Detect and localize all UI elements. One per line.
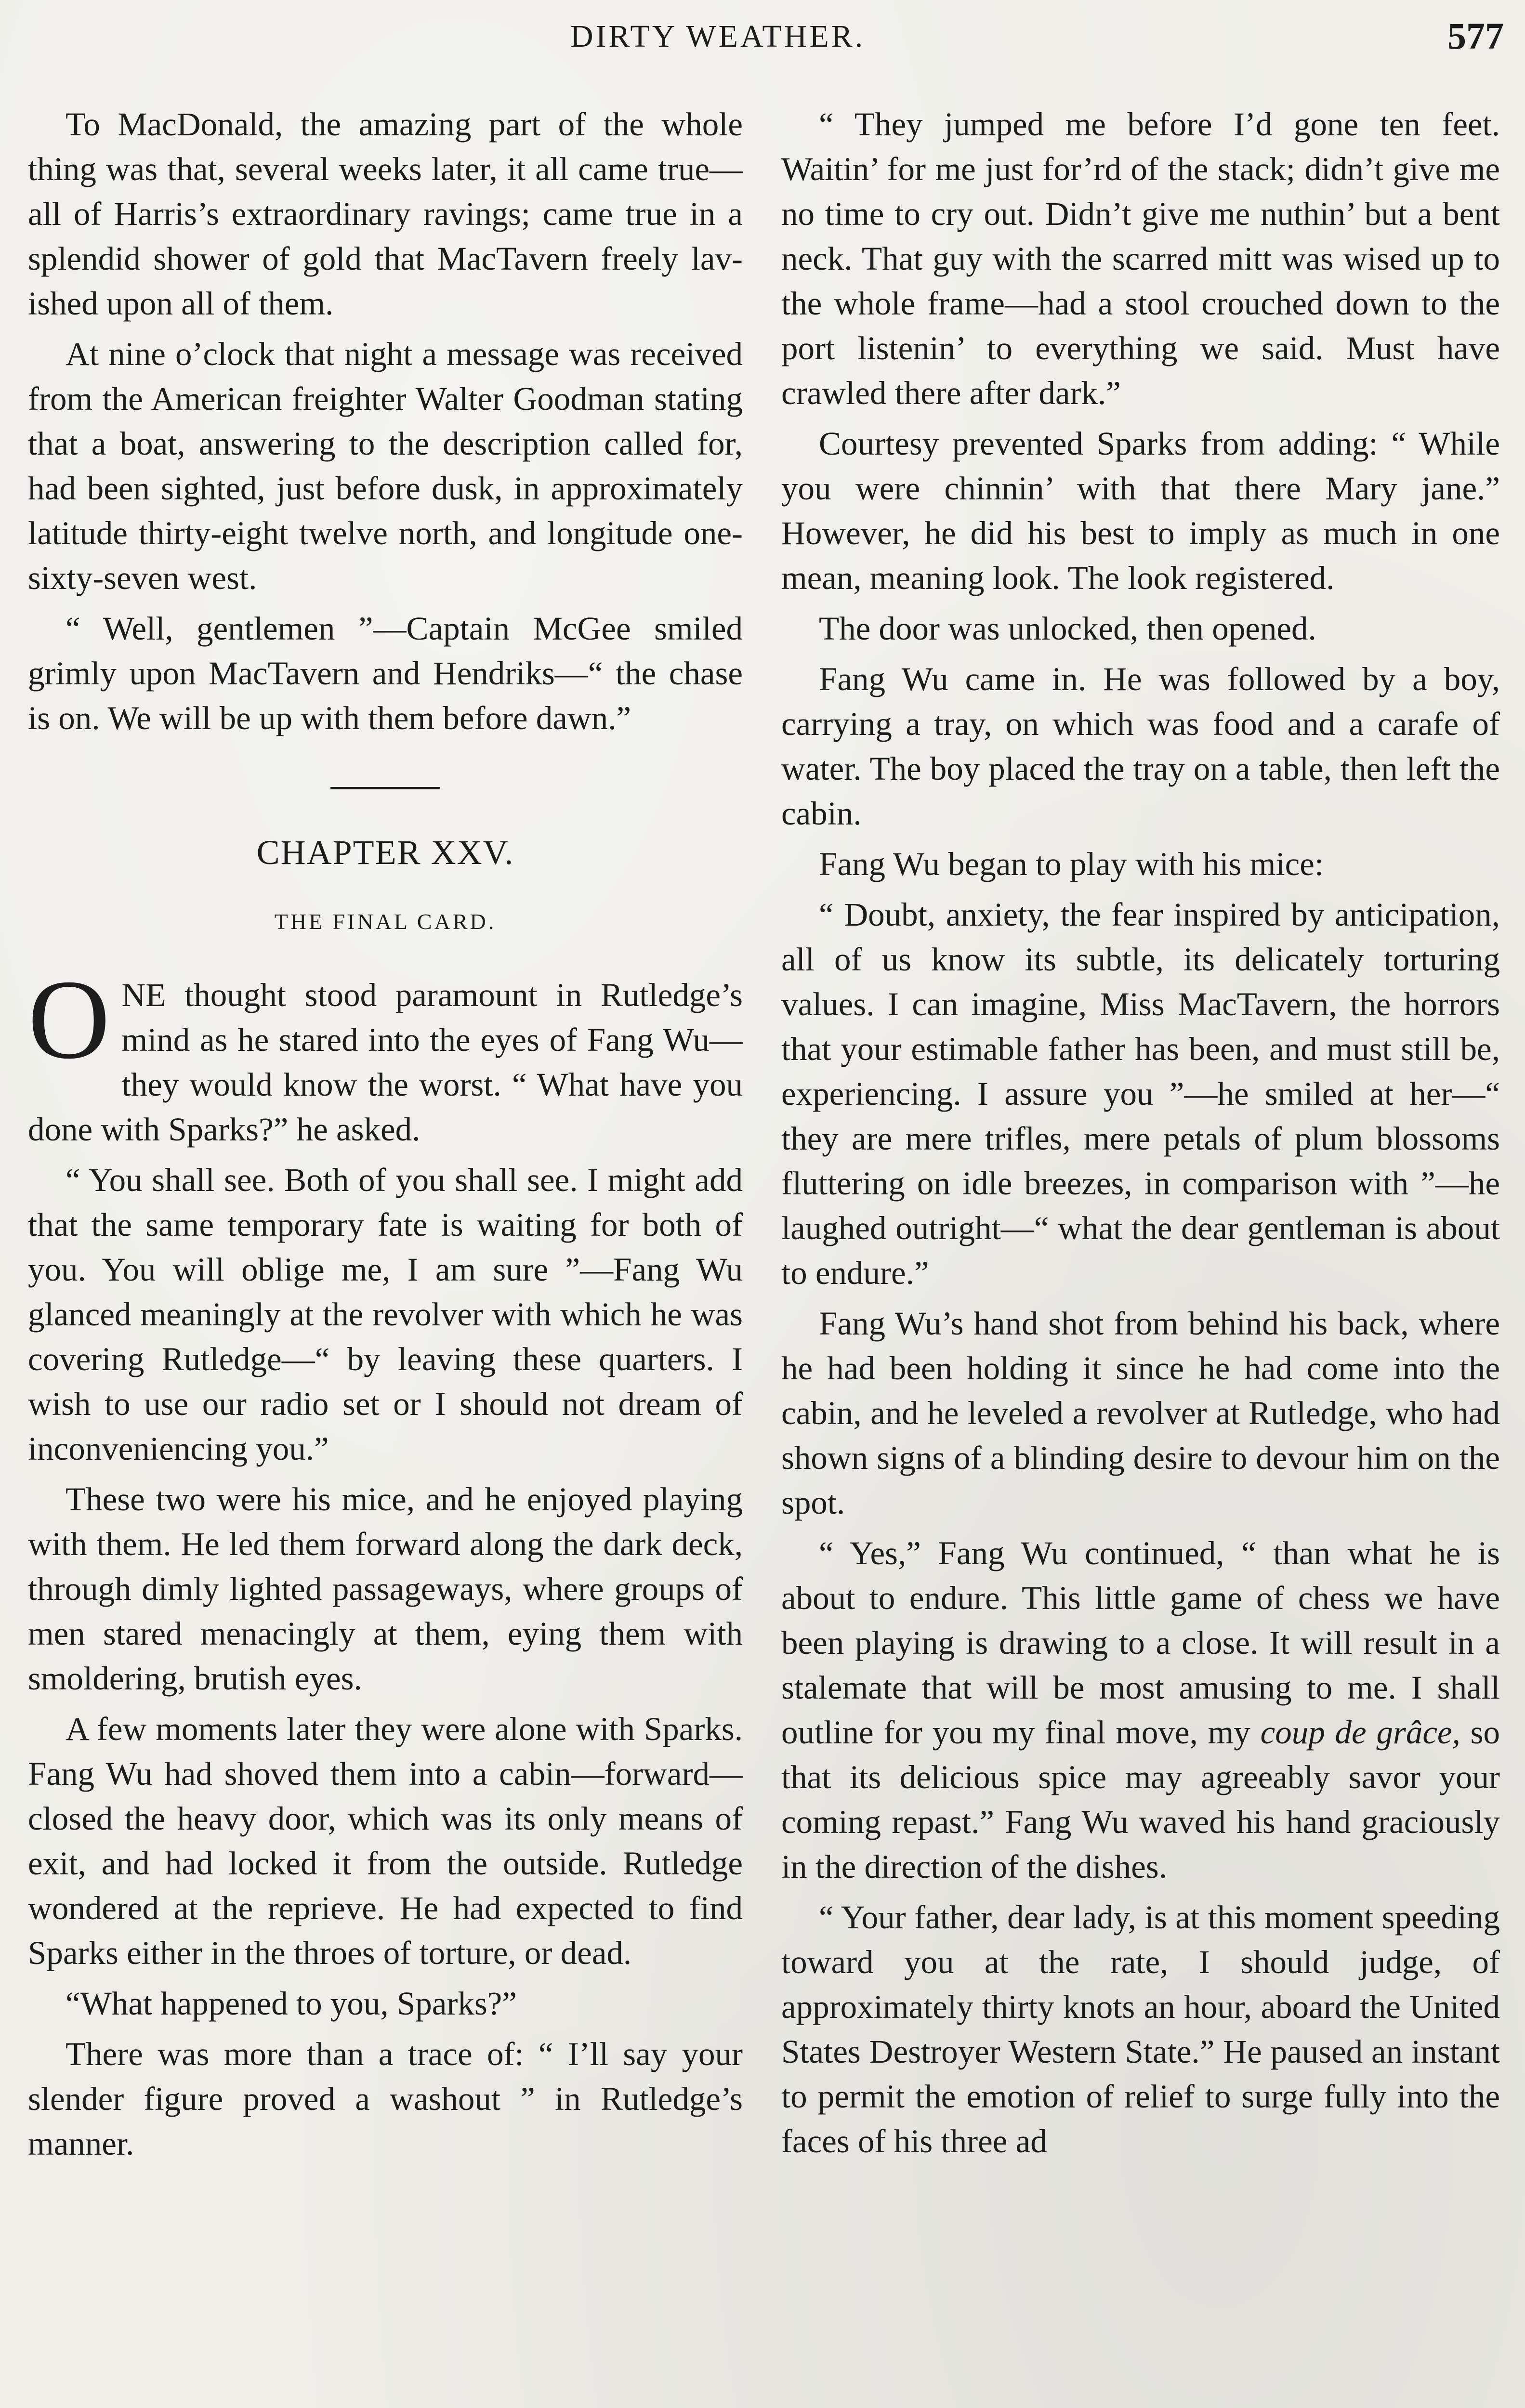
left-column — [28, 96, 743, 2166]
paragraph-text: “ Yes,” Fang Wu continued, “ than what he is about to endure. This little game of chess we have been playing is drawing to a close. It will result in a stalemate that will be most amusing to me. I shall outline for you my final move, my — [781, 1535, 1500, 1751]
right-column — [781, 96, 1500, 2164]
paragraph: At nine o’clock that night a message was received from the American freighter Walter Goodman stating that a boat, answering to the description called for, had been sighted, just before dusk, in approximately latitude thirty-eight twelve north, and longitude one-sixty-seven west. — [28, 336, 743, 596]
chapter-subtitle: THE FINAL CARD. — [274, 909, 497, 934]
paragraph: “ Your father, dear lady, is at this moment speeding toward you at the rate, I should judge, of approximately thirty knots an hour, aboard the United States Destroyer Western State.” He paused an instant to permit the emotion of relief to surge fully into the faces of his three ad — [781, 1899, 1500, 2159]
running-title: DIRTY WEATHER. — [570, 19, 866, 54]
paragraph: “What happened to you, Sparks?” — [66, 1985, 517, 2022]
paragraph: These two were his mice, and he enjoyed playing with them. He led them forward along the dark deck, through dimly lighted passageways, where groups of men stared menacingly at them, eying them with smoldering, brutish eyes. — [28, 1481, 743, 1697]
paragraph: Fang Wu came in. He was followed by a boy, carrying a tray, on which was food and a carafe of water. The boy placed the tray on a table, then left the cabin. — [781, 661, 1500, 832]
paragraph: A few moments later they were alone with Sparks. Fang Wu had shoved them into a cabin—forward—closed the heavy door, which was its only means of exit, and had locked it from the outside. Rutledge wondered at the reprieve. He had expected to find Sparks either in the throes of torture, or dead. — [28, 1711, 743, 1971]
paragraph: “ Doubt, anxiety, the fear inspired by anticipation, all of us know its subtle, its delicately torturing values. I can imagine, Miss MacTavern, the horrors that your estimable father has been, and must still be, experiencing. I assure you ”—he smiled at her—“ they are mere trifles, mere petals of plum blossoms fluttering on idle breezes, in comparison with ”—he laughed outright—“ what the dear gentleman is about to endure.” — [781, 896, 1500, 1291]
paragraph: Fang Wu’s hand shot from behind his back, where he had been holding it since he had come into the cabin, and he leveled a revolver at Rutledge, who had shown signs of a blinding desire to devour him on the spot. — [781, 1305, 1500, 1521]
drop-cap: O — [28, 957, 110, 1083]
paragraph: “ They jumped me before I’d gone ten feet. Waitin’ for me just for’rd of the stack; didn’t give me no time to cry out. Didn’t give me nuthin’ but a bent neck. That guy with the scarred mitt was wised up to the whole frame—had a stool crouched down to the port listenin’ to everything we said. Must have crawled there after dark.” — [781, 106, 1500, 411]
paragraph-text: NE thought stood paramount in Rutledge’s mind as he stared into the eyes of Fang Wu—they would know the worst. “ What have you done with Sparks?” he asked. — [28, 977, 743, 1148]
paragraph — [781, 1531, 1500, 1889]
chapter-opening-paragraph — [28, 957, 743, 1152]
page-number: 577 — [1447, 15, 1504, 57]
italic-phrase: coup de grâce, — [1260, 1714, 1460, 1751]
paragraph-text: so that its delicious spice may agreeably savor your coming repast.” Fang Wu waved his hand graciously in the direction of the dishes. — [781, 1714, 1500, 1885]
paragraph: The door was unlocked, then opened. — [819, 610, 1316, 647]
chapter-title: CHAPTER XXV. — [256, 833, 514, 872]
paragraph: “ You shall see. Both of you shall see. I might add that the same temporary fate is waiting for both of you. You will oblige me, I am sure ”—Fang Wu glanced meaningly at the revolver with which he was covering Rutledge—“ by leaving these quarters. I wish to use our radio set or I should not dream of inconveniencing you.” — [28, 1162, 743, 1467]
paragraph: Courtesy prevented Sparks from adding: “ While you were chinnin’ with that there Mary jane.” However, he did his best to imply as much in one mean, meaning look. The look registered. — [781, 425, 1500, 596]
paragraph: There was more than a trace of: “ I’ll say your slender figure proved a washout ” in Rutledge’s manner. — [28, 2036, 743, 2162]
paragraph: Fang Wu began to play with his mice: — [819, 846, 1324, 882]
section-divider — [330, 787, 440, 789]
paragraph: “ Well, gentlemen ”—Captain McGee smiled grimly upon MacTavern and Hendriks—“ the chase is on. We will be up with them before dawn.” — [28, 610, 743, 736]
paragraph: To MacDonald, the amazing part of the whole thing was that, several weeks later, it all came true—all of Harris’s extraordinary ravings; came true in a splendid shower of gold that MacTavern freely lavished upon all of them. — [28, 106, 743, 322]
